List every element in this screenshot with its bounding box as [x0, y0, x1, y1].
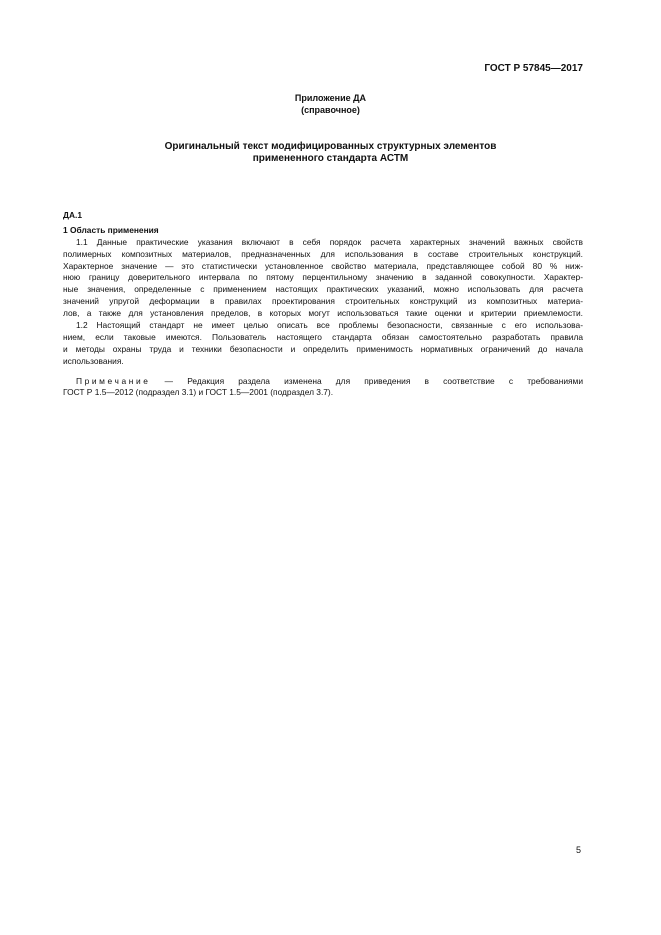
note-line-2: ГОСТ Р 1.5—2012 (подраздел 3.1) и ГОСТ 1.5—2001 (подраздел 3.7).: [63, 387, 334, 398]
para2-line: и методы охраны труда и техники безопасности и определить применимость нормативных ограничений до начала: [63, 343, 583, 354]
para1-line: Характерное значение — это статистически установленное свойство материала, представляющее собой 80 % ниж-: [63, 260, 583, 271]
section-body: [63, 210, 583, 399]
main-title-line-2: примененного стандарта АСТМ: [252, 153, 409, 164]
note-text: — Редакция раздела изменена для приведения в соответствие с требованиями: [164, 375, 583, 386]
note-line-1: [63, 376, 583, 388]
para1-line: нюю границу доверительного интервала по пятому перцентильному значению в заданной совокупности. Характер-: [63, 272, 583, 283]
para1-line: полимерных композитных материалов, предназначенных для использования в составе строительных конструкций.: [63, 248, 583, 259]
para1-line: ные значения, определенные с применением настоящих практических указаний, можно использовать для расчета: [63, 284, 583, 295]
document-code: ГОСТ Р 57845—2017: [484, 63, 583, 74]
para1-line: 1.1 Данные практические указания включают в себя порядок расчета характерных значений важных свойств: [76, 236, 583, 247]
section-title: 1 Область применения: [63, 224, 159, 235]
para2-line: нием, если таковые имеются. Пользователь настоящего стандарта обязан самостоятельно разработать правила: [63, 331, 583, 342]
para2-line: 1.2 Настоящий стандарт не имеет целью описать все проблемы безопасности, связанные с его использова-: [76, 320, 583, 331]
main-title-line-1: Оригинальный текст модифицированных структурных элементов: [164, 141, 497, 152]
note-label: Примечание: [76, 375, 151, 386]
para1-line: значений упругой деформации в правилах проектирования строительных конструкций из композитных материа-: [63, 296, 583, 307]
section-code: ДА.1: [63, 210, 82, 220]
para1-line: лов, а также для установления пределов, в которых могут использоваться такие оценки и критерии приемлемости.: [63, 308, 583, 319]
page-number: 5: [575, 845, 581, 855]
appendix-subtitle: (справочное): [301, 105, 360, 115]
appendix-title: Приложение ДА: [294, 93, 367, 103]
para2-line: использования.: [63, 355, 124, 366]
